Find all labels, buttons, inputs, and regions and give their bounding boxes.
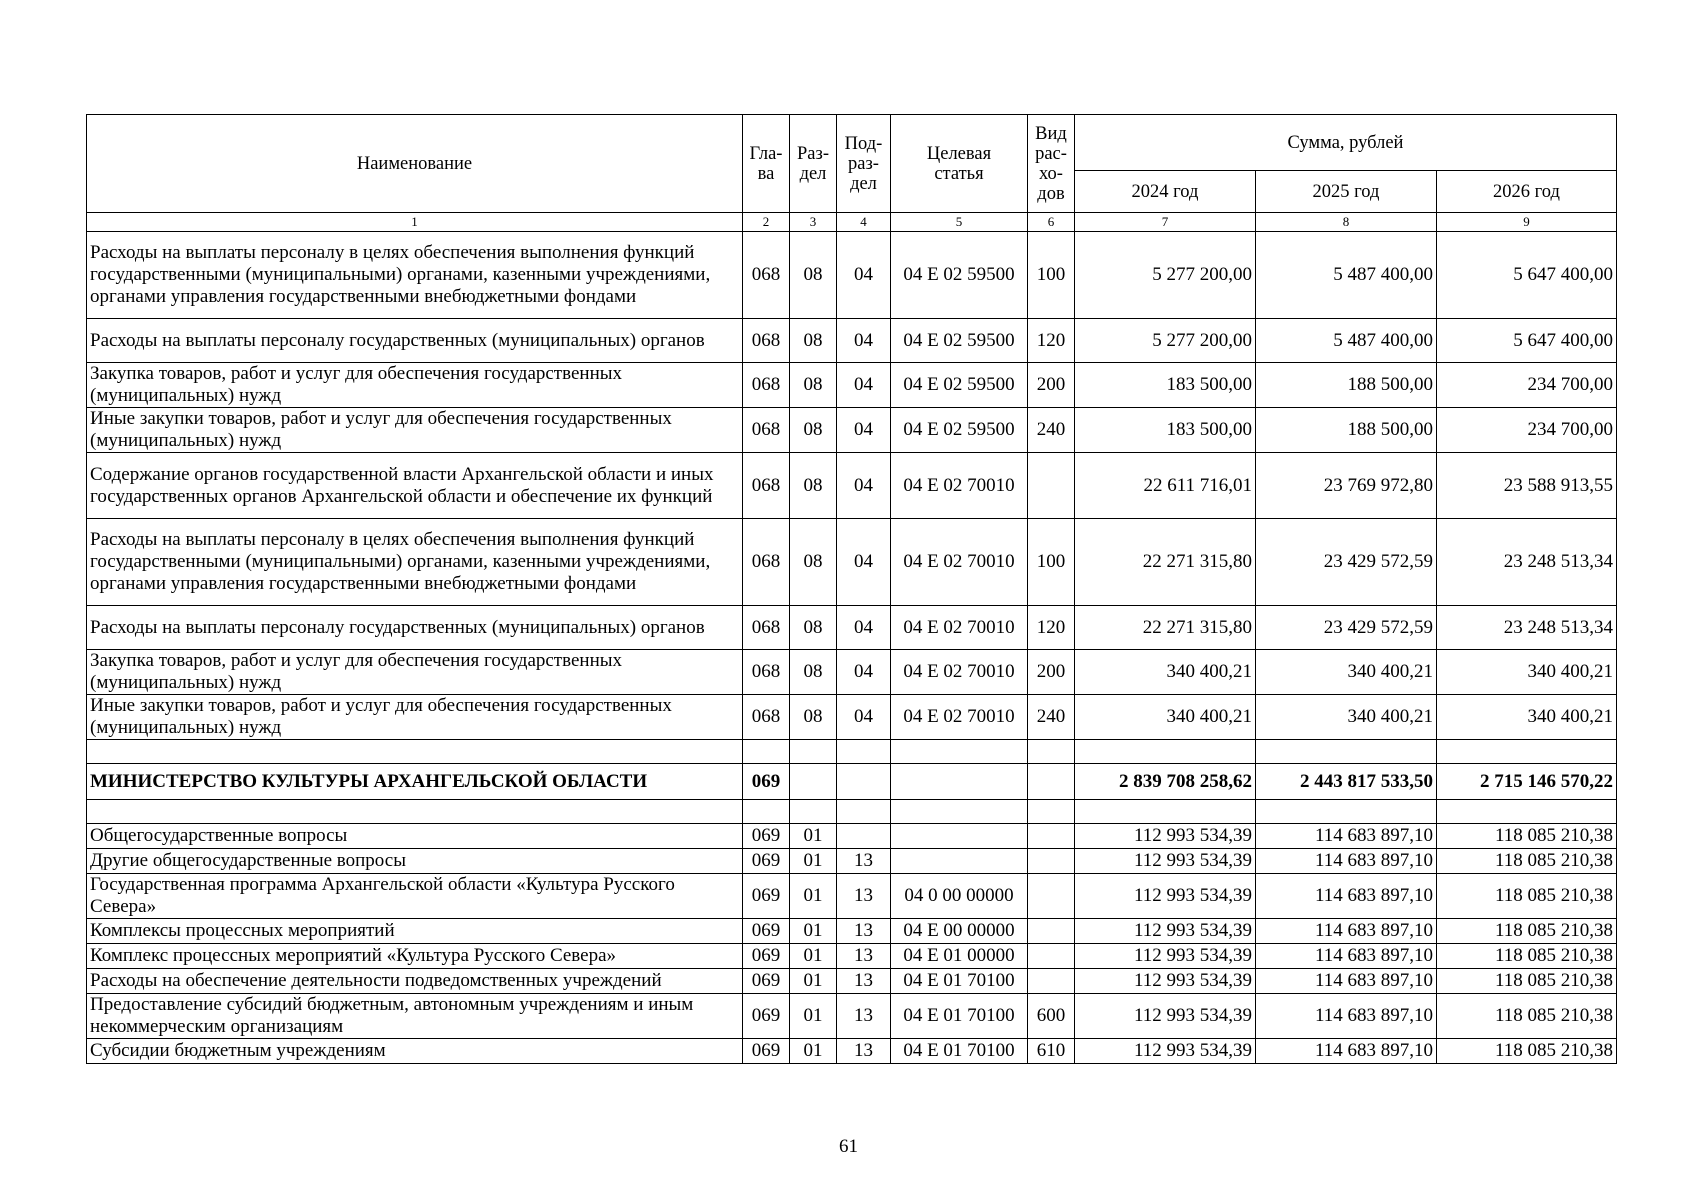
- column-number: 8: [1256, 213, 1437, 232]
- row-expense-type: 200: [1028, 363, 1075, 408]
- row-sum-2024: 2 839 708 258,62: [1075, 764, 1256, 800]
- row-section: 01: [790, 919, 837, 944]
- row-chapter: 068: [743, 408, 790, 453]
- table-row: [87, 363, 1617, 408]
- header-sum: Сумма, рублей: [1075, 115, 1617, 171]
- header-year-2025: 2025 год: [1256, 171, 1437, 213]
- table-row: [87, 319, 1617, 363]
- row-chapter: 069: [743, 919, 790, 944]
- row-name: Расходы на выплаты персоналу государственных (муниципальных) органов: [87, 319, 743, 363]
- row-name: Комплекс процессных мероприятий «Культура Русского Севера»: [87, 944, 743, 969]
- row-sum-2026: 118 085 210,38: [1437, 824, 1617, 849]
- row-sum-2026: 118 085 210,38: [1437, 919, 1617, 944]
- row-sum-2026: 23 588 913,55: [1437, 453, 1617, 519]
- row-target-article: [891, 849, 1028, 874]
- row-expense-type: 200: [1028, 650, 1075, 695]
- row-section: 08: [790, 650, 837, 695]
- row-name: Расходы на выплаты персоналу в целях обеспечения выполнения функций государственными (муниципальными) органами, казенными учреждениями, органами управления государственными внебюджетными фондами: [87, 519, 743, 606]
- row-subsection: [837, 800, 891, 824]
- row-subsection: 13: [837, 994, 891, 1039]
- row-sum-2025: 114 683 897,10: [1256, 1039, 1437, 1064]
- row-subsection: 13: [837, 874, 891, 919]
- table-row: [87, 849, 1617, 874]
- row-sum-2024: 22 271 315,80: [1075, 519, 1256, 606]
- row-section: 01: [790, 1039, 837, 1064]
- row-sum-2024: 112 993 534,39: [1075, 994, 1256, 1039]
- row-sum-2024: 112 993 534,39: [1075, 919, 1256, 944]
- row-section: 01: [790, 994, 837, 1039]
- row-sum-2025: 188 500,00: [1256, 363, 1437, 408]
- row-subsection: 04: [837, 408, 891, 453]
- table-row: [87, 232, 1617, 319]
- row-target-article: 04 Е 02 70010: [891, 453, 1028, 519]
- table-row: [87, 944, 1617, 969]
- row-expense-type: [1028, 969, 1075, 994]
- row-chapter: [743, 800, 790, 824]
- row-sum-2025: 23 429 572,59: [1256, 519, 1437, 606]
- table-row: [87, 800, 1617, 824]
- row-target-article: 04 Е 02 59500: [891, 408, 1028, 453]
- table-row: [87, 824, 1617, 849]
- row-expense-type: 600: [1028, 994, 1075, 1039]
- row-sum-2024: [1075, 800, 1256, 824]
- row-subsection: 04: [837, 319, 891, 363]
- row-chapter: 068: [743, 232, 790, 319]
- row-section: [790, 764, 837, 800]
- column-number: 2: [743, 213, 790, 232]
- row-sum-2026: 340 400,21: [1437, 695, 1617, 740]
- row-section: 08: [790, 519, 837, 606]
- row-sum-2024: 5 277 200,00: [1075, 232, 1256, 319]
- row-sum-2025: [1256, 740, 1437, 764]
- row-section: 01: [790, 944, 837, 969]
- row-section: 08: [790, 408, 837, 453]
- row-expense-type: [1028, 800, 1075, 824]
- row-subsection: 13: [837, 919, 891, 944]
- row-sum-2024: 5 277 200,00: [1075, 319, 1256, 363]
- row-target-article: 04 Е 01 70100: [891, 994, 1028, 1039]
- header-target-article: Целевая статья: [891, 115, 1028, 213]
- row-chapter: 069: [743, 849, 790, 874]
- row-sum-2026: 118 085 210,38: [1437, 849, 1617, 874]
- row-subsection: 04: [837, 695, 891, 740]
- row-section: [790, 800, 837, 824]
- row-target-article: 04 Е 01 00000: [891, 944, 1028, 969]
- row-sum-2025: 340 400,21: [1256, 650, 1437, 695]
- row-sum-2026: 340 400,21: [1437, 650, 1617, 695]
- row-chapter: 069: [743, 874, 790, 919]
- row-sum-2026: 23 248 513,34: [1437, 519, 1617, 606]
- row-expense-type: 240: [1028, 408, 1075, 453]
- table-row: [87, 969, 1617, 994]
- row-sum-2024: 112 993 534,39: [1075, 824, 1256, 849]
- row-sum-2024: 112 993 534,39: [1075, 1039, 1256, 1064]
- row-sum-2024: 112 993 534,39: [1075, 849, 1256, 874]
- row-expense-type: [1028, 740, 1075, 764]
- row-expense-type: [1028, 824, 1075, 849]
- row-sum-2025: [1256, 800, 1437, 824]
- row-sum-2024: 340 400,21: [1075, 650, 1256, 695]
- column-number: 7: [1075, 213, 1256, 232]
- header-name: Наименование: [87, 115, 743, 213]
- row-expense-type: 240: [1028, 695, 1075, 740]
- row-target-article: 04 Е 01 70100: [891, 969, 1028, 994]
- row-name: Расходы на обеспечение деятельности подведомственных учреждений: [87, 969, 743, 994]
- row-sum-2026: [1437, 740, 1617, 764]
- row-sum-2024: 112 993 534,39: [1075, 969, 1256, 994]
- row-chapter: 069: [743, 994, 790, 1039]
- row-chapter: 068: [743, 695, 790, 740]
- row-name: Иные закупки товаров, работ и услуг для обеспечения государственных (муниципальных) нужд: [87, 695, 743, 740]
- row-name: Субсидии бюджетным учреждениям: [87, 1039, 743, 1064]
- row-subsection: [837, 764, 891, 800]
- row-section: 08: [790, 606, 837, 650]
- row-section: 08: [790, 232, 837, 319]
- row-sum-2026: 118 085 210,38: [1437, 944, 1617, 969]
- row-section: 08: [790, 319, 837, 363]
- row-sum-2025: 188 500,00: [1256, 408, 1437, 453]
- row-sum-2024: 112 993 534,39: [1075, 944, 1256, 969]
- table-row: [87, 994, 1617, 1039]
- table-row: [87, 764, 1617, 800]
- row-sum-2024: 183 500,00: [1075, 363, 1256, 408]
- row-chapter: 068: [743, 606, 790, 650]
- row-target-article: [891, 764, 1028, 800]
- row-sum-2026: 2 715 146 570,22: [1437, 764, 1617, 800]
- row-subsection: 04: [837, 232, 891, 319]
- row-sum-2026: 118 085 210,38: [1437, 1039, 1617, 1064]
- row-sum-2024: 340 400,21: [1075, 695, 1256, 740]
- column-number: 5: [891, 213, 1028, 232]
- row-subsection: 04: [837, 606, 891, 650]
- row-sum-2026: 118 085 210,38: [1437, 874, 1617, 919]
- table-row: [87, 408, 1617, 453]
- row-target-article: [891, 740, 1028, 764]
- row-target-article: 04 Е 02 70010: [891, 606, 1028, 650]
- row-subsection: 13: [837, 1039, 891, 1064]
- row-subsection: 13: [837, 969, 891, 994]
- row-sum-2024: [1075, 740, 1256, 764]
- row-section: 01: [790, 874, 837, 919]
- row-sum-2024: 22 271 315,80: [1075, 606, 1256, 650]
- row-section: [790, 740, 837, 764]
- row-chapter: 068: [743, 519, 790, 606]
- row-chapter: 069: [743, 764, 790, 800]
- column-number-row: [87, 213, 1617, 232]
- row-sum-2025: 5 487 400,00: [1256, 232, 1437, 319]
- header-subsection: Под- раз- дел: [837, 115, 891, 213]
- row-expense-type: [1028, 944, 1075, 969]
- row-section: 08: [790, 695, 837, 740]
- row-section: 01: [790, 969, 837, 994]
- row-expense-type: [1028, 849, 1075, 874]
- row-sum-2025: 114 683 897,10: [1256, 849, 1437, 874]
- row-chapter: 068: [743, 319, 790, 363]
- row-sum-2025: 23 429 572,59: [1256, 606, 1437, 650]
- row-sum-2026: [1437, 800, 1617, 824]
- row-name: Закупка товаров, работ и услуг для обеспечения государственных (муниципальных) нужд: [87, 363, 743, 408]
- row-expense-type: [1028, 919, 1075, 944]
- row-name: Государственная программа Архангельской области «Культура Русского Севера»: [87, 874, 743, 919]
- table-row: [87, 740, 1617, 764]
- row-sum-2026: 5 647 400,00: [1437, 319, 1617, 363]
- row-section: 01: [790, 849, 837, 874]
- row-expense-type: [1028, 764, 1075, 800]
- row-target-article: 04 Е 02 70010: [891, 695, 1028, 740]
- row-target-article: 04 Е 02 70010: [891, 519, 1028, 606]
- row-subsection: 04: [837, 650, 891, 695]
- table-row: [87, 606, 1617, 650]
- row-sum-2025: 114 683 897,10: [1256, 994, 1437, 1039]
- row-sum-2026: 118 085 210,38: [1437, 969, 1617, 994]
- row-subsection: 13: [837, 849, 891, 874]
- row-target-article: 04 Е 02 59500: [891, 232, 1028, 319]
- table-row: [87, 650, 1617, 695]
- header-chapter: Гла- ва: [743, 115, 790, 213]
- table-row: [87, 695, 1617, 740]
- row-sum-2026: 5 647 400,00: [1437, 232, 1617, 319]
- table-row: [87, 919, 1617, 944]
- row-sum-2025: 340 400,21: [1256, 695, 1437, 740]
- row-name: Закупка товаров, работ и услуг для обеспечения государственных (муниципальных) нужд: [87, 650, 743, 695]
- row-target-article: [891, 800, 1028, 824]
- table-row: [87, 453, 1617, 519]
- row-sum-2026: 234 700,00: [1437, 363, 1617, 408]
- row-expense-type: 120: [1028, 319, 1075, 363]
- row-sum-2025: 2 443 817 533,50: [1256, 764, 1437, 800]
- row-name: Другие общегосударственные вопросы: [87, 849, 743, 874]
- row-target-article: 04 Е 02 70010: [891, 650, 1028, 695]
- row-chapter: 069: [743, 944, 790, 969]
- header-year-2026: 2026 год: [1437, 171, 1617, 213]
- row-expense-type: 610: [1028, 1039, 1075, 1064]
- row-subsection: 04: [837, 363, 891, 408]
- row-section: 08: [790, 453, 837, 519]
- column-number: 3: [790, 213, 837, 232]
- row-sum-2025: 23 769 972,80: [1256, 453, 1437, 519]
- row-expense-type: 100: [1028, 232, 1075, 319]
- table-row: [87, 874, 1617, 919]
- row-name: МИНИСТЕРСТВО КУЛЬТУРЫ АРХАНГЕЛЬСКОЙ ОБЛАСТИ: [87, 764, 743, 800]
- row-subsection: [837, 740, 891, 764]
- table-row: [87, 519, 1617, 606]
- row-sum-2024: 22 611 716,01: [1075, 453, 1256, 519]
- row-sum-2025: 114 683 897,10: [1256, 969, 1437, 994]
- row-target-article: 04 Е 01 70100: [891, 1039, 1028, 1064]
- row-sum-2025: 5 487 400,00: [1256, 319, 1437, 363]
- row-sum-2026: 234 700,00: [1437, 408, 1617, 453]
- row-name: Расходы на выплаты персоналу государственных (муниципальных) органов: [87, 606, 743, 650]
- row-expense-type: [1028, 453, 1075, 519]
- row-name: Содержание органов государственной власти Архангельской области и иных государственных органов Архангельской области и обеспечение их функций: [87, 453, 743, 519]
- row-expense-type: 120: [1028, 606, 1075, 650]
- row-subsection: 13: [837, 944, 891, 969]
- row-target-article: 04 Е 02 59500: [891, 319, 1028, 363]
- column-number: 6: [1028, 213, 1075, 232]
- row-name: [87, 800, 743, 824]
- header-year-2024: 2024 год: [1075, 171, 1256, 213]
- table-row: [87, 1039, 1617, 1064]
- header-expense-type: Вид рас- хо- дов: [1028, 115, 1075, 213]
- row-subsection: 04: [837, 453, 891, 519]
- row-sum-2025: 114 683 897,10: [1256, 874, 1437, 919]
- row-chapter: 068: [743, 650, 790, 695]
- row-chapter: 069: [743, 824, 790, 849]
- row-chapter: 068: [743, 363, 790, 408]
- row-sum-2024: 112 993 534,39: [1075, 874, 1256, 919]
- row-subsection: [837, 824, 891, 849]
- row-sum-2025: 114 683 897,10: [1256, 824, 1437, 849]
- row-sum-2025: 114 683 897,10: [1256, 919, 1437, 944]
- budget-table: [86, 114, 1617, 1064]
- row-target-article: 04 Е 02 59500: [891, 363, 1028, 408]
- row-name: Предоставление субсидий бюджетным, автономным учреждениям и иным некоммерческим организациям: [87, 994, 743, 1039]
- row-name: [87, 740, 743, 764]
- column-number: 9: [1437, 213, 1617, 232]
- row-chapter: 069: [743, 1039, 790, 1064]
- row-expense-type: [1028, 874, 1075, 919]
- row-sum-2024: 183 500,00: [1075, 408, 1256, 453]
- row-chapter: 068: [743, 453, 790, 519]
- row-chapter: [743, 740, 790, 764]
- row-target-article: 04 0 00 00000: [891, 874, 1028, 919]
- row-expense-type: 100: [1028, 519, 1075, 606]
- row-name: Комплексы процессных мероприятий: [87, 919, 743, 944]
- row-sum-2025: 114 683 897,10: [1256, 944, 1437, 969]
- row-subsection: 04: [837, 519, 891, 606]
- row-target-article: 04 Е 00 00000: [891, 919, 1028, 944]
- row-chapter: 069: [743, 969, 790, 994]
- column-number: 1: [87, 213, 743, 232]
- row-sum-2026: 23 248 513,34: [1437, 606, 1617, 650]
- page-number: 61: [839, 1136, 858, 1157]
- row-name: Иные закупки товаров, работ и услуг для обеспечения государственных (муниципальных) нужд: [87, 408, 743, 453]
- column-number: 4: [837, 213, 891, 232]
- row-target-article: [891, 824, 1028, 849]
- row-name: Общегосударственные вопросы: [87, 824, 743, 849]
- row-section: 01: [790, 824, 837, 849]
- row-sum-2026: 118 085 210,38: [1437, 994, 1617, 1039]
- row-name: Расходы на выплаты персоналу в целях обеспечения выполнения функций государственными (муниципальными) органами, казенными учреждениями, органами управления государственными внебюджетными фондами: [87, 232, 743, 319]
- row-section: 08: [790, 363, 837, 408]
- header-section: Раз- дел: [790, 115, 837, 213]
